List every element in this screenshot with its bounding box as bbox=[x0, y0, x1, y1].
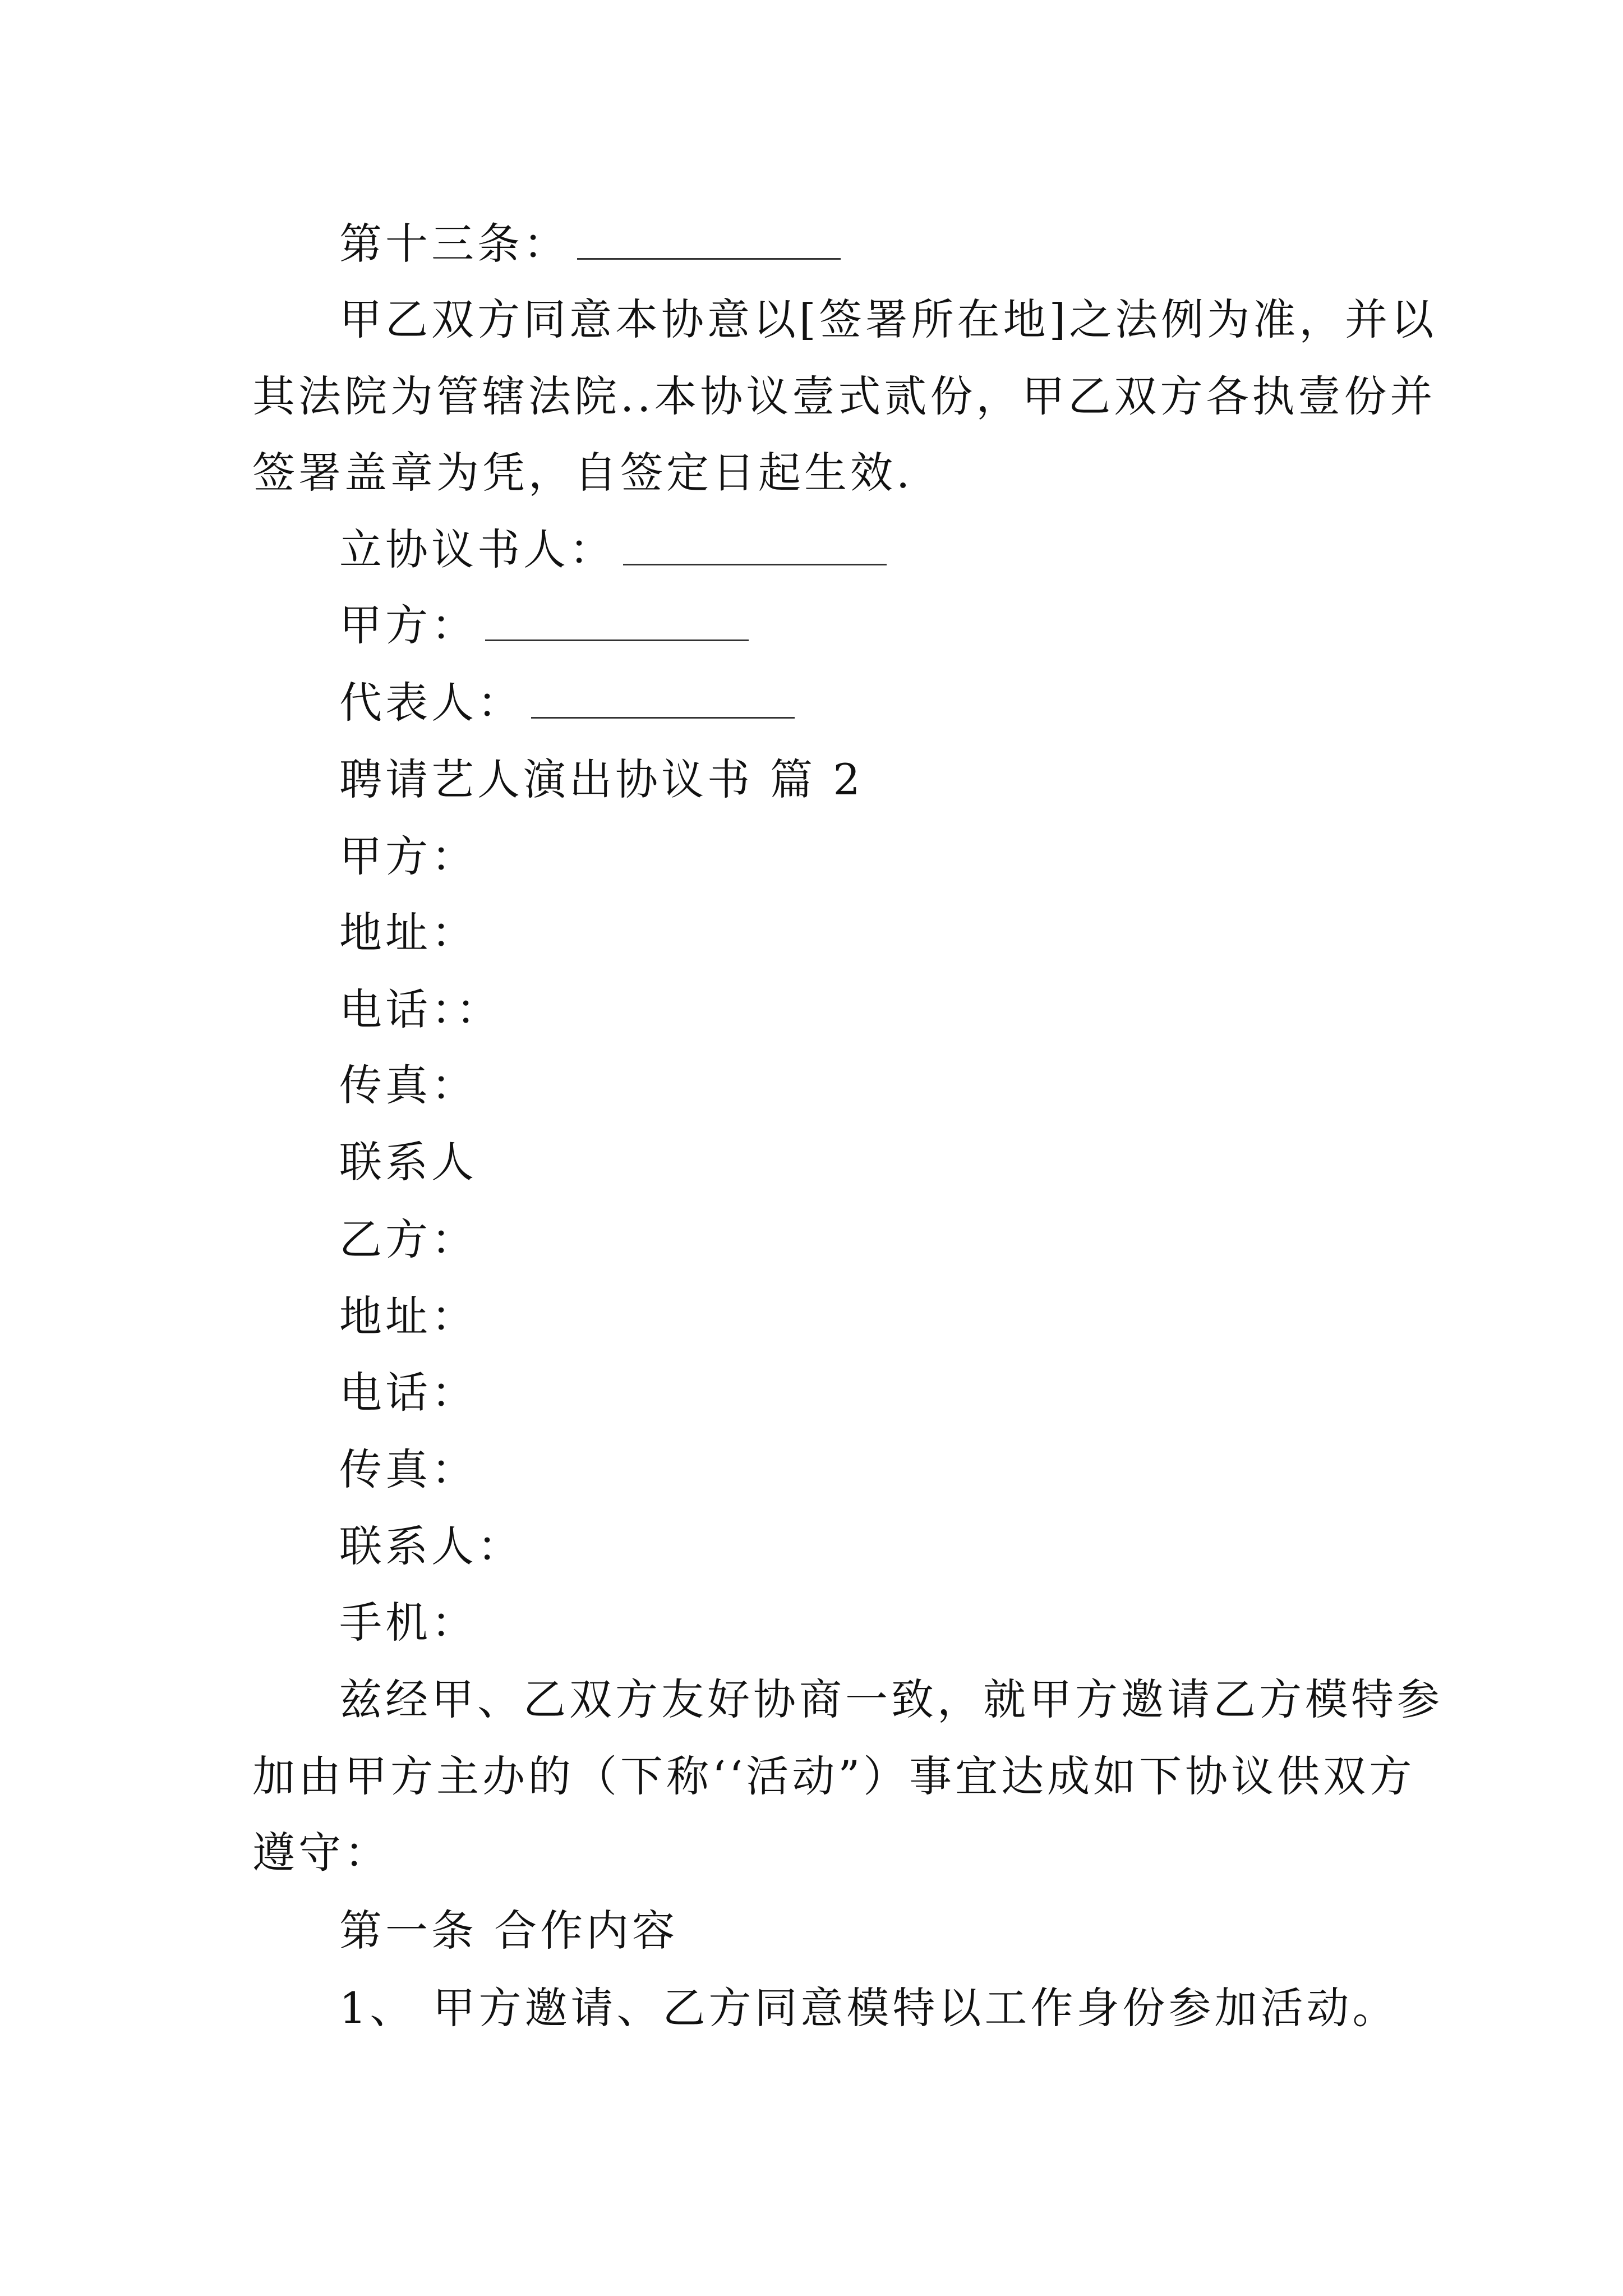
line-text: 地址： bbox=[339, 1291, 477, 1341]
field-label bbox=[339, 1442, 1461, 1498]
paragraph-line bbox=[252, 445, 1374, 501]
article-13-heading bbox=[339, 216, 1461, 272]
party-a-signature-line bbox=[339, 597, 1461, 654]
line-text: 甲方： bbox=[339, 831, 477, 881]
paragraph-line bbox=[339, 1672, 1461, 1728]
signatory-line bbox=[339, 522, 1461, 578]
paragraph-line bbox=[339, 292, 1461, 348]
line-text: 电话： bbox=[339, 1368, 477, 1418]
representative-line bbox=[339, 675, 1461, 731]
field-label bbox=[339, 1365, 1461, 1421]
field-label bbox=[339, 1519, 1461, 1575]
line-text: 甲乙双方同意本协意以[签署所在地]之法例为准，并以 bbox=[339, 295, 1437, 344]
field-label bbox=[339, 1595, 1461, 1651]
line-text: 签署盖章为凭，自签定日起生效. bbox=[252, 448, 914, 498]
field-label bbox=[339, 1289, 1461, 1345]
paragraph-line bbox=[252, 1825, 1374, 1881]
line-text: 第十三条： bbox=[339, 219, 569, 269]
line-text: 遵守： bbox=[252, 1828, 390, 1878]
field-label bbox=[339, 982, 1461, 1038]
field-label bbox=[339, 1057, 1461, 1114]
line-text: 甲方： bbox=[339, 600, 477, 650]
line-text: 联系人： bbox=[339, 1521, 523, 1571]
numbered-item bbox=[339, 1980, 1461, 2036]
section-title bbox=[339, 752, 1461, 808]
line-text: 聘请艺人演出协议书 篇 2 bbox=[339, 754, 864, 804]
line-text: 1、 甲方邀请、乙方同意模特以工作身份参加活动。 bbox=[339, 1983, 1399, 2033]
line-text: 传真： bbox=[339, 1060, 477, 1110]
line-text: 手机： bbox=[339, 1598, 477, 1648]
line-text: 代表人： bbox=[339, 678, 523, 728]
fill-in-blank bbox=[577, 219, 841, 260]
line-text: 传真： bbox=[339, 1444, 477, 1494]
line-text: 地址： bbox=[339, 908, 477, 958]
paragraph-line bbox=[252, 1749, 1415, 1805]
line-text: 兹经甲、乙双方友好协商一致，就甲方邀请乙方模特参 bbox=[339, 1674, 1443, 1724]
fill-in-blank bbox=[485, 600, 749, 641]
field-label bbox=[339, 829, 1461, 885]
line-text: 联系人 bbox=[339, 1137, 477, 1187]
line-text: 加由甲方主办的（下称‘‘活动”）事宜达成如下协议供双方 bbox=[252, 1751, 1415, 1801]
fill-in-blank bbox=[531, 678, 795, 719]
field-label bbox=[339, 905, 1461, 961]
line-text: 其法院为管辖法院..本协议壹式贰份，甲乙双方各执壹份并 bbox=[252, 371, 1436, 421]
field-label bbox=[339, 1212, 1461, 1268]
line-text: 第一条 合作内容 bbox=[339, 1906, 679, 1955]
line-text: 电话：： bbox=[339, 984, 502, 1034]
line-text: 乙方： bbox=[339, 1214, 477, 1264]
field-label bbox=[339, 1134, 1461, 1190]
paragraph-line bbox=[252, 369, 1436, 425]
line-text: 立协议书人： bbox=[339, 524, 615, 574]
fill-in-blank bbox=[623, 524, 887, 565]
article-heading bbox=[339, 1903, 1461, 1959]
